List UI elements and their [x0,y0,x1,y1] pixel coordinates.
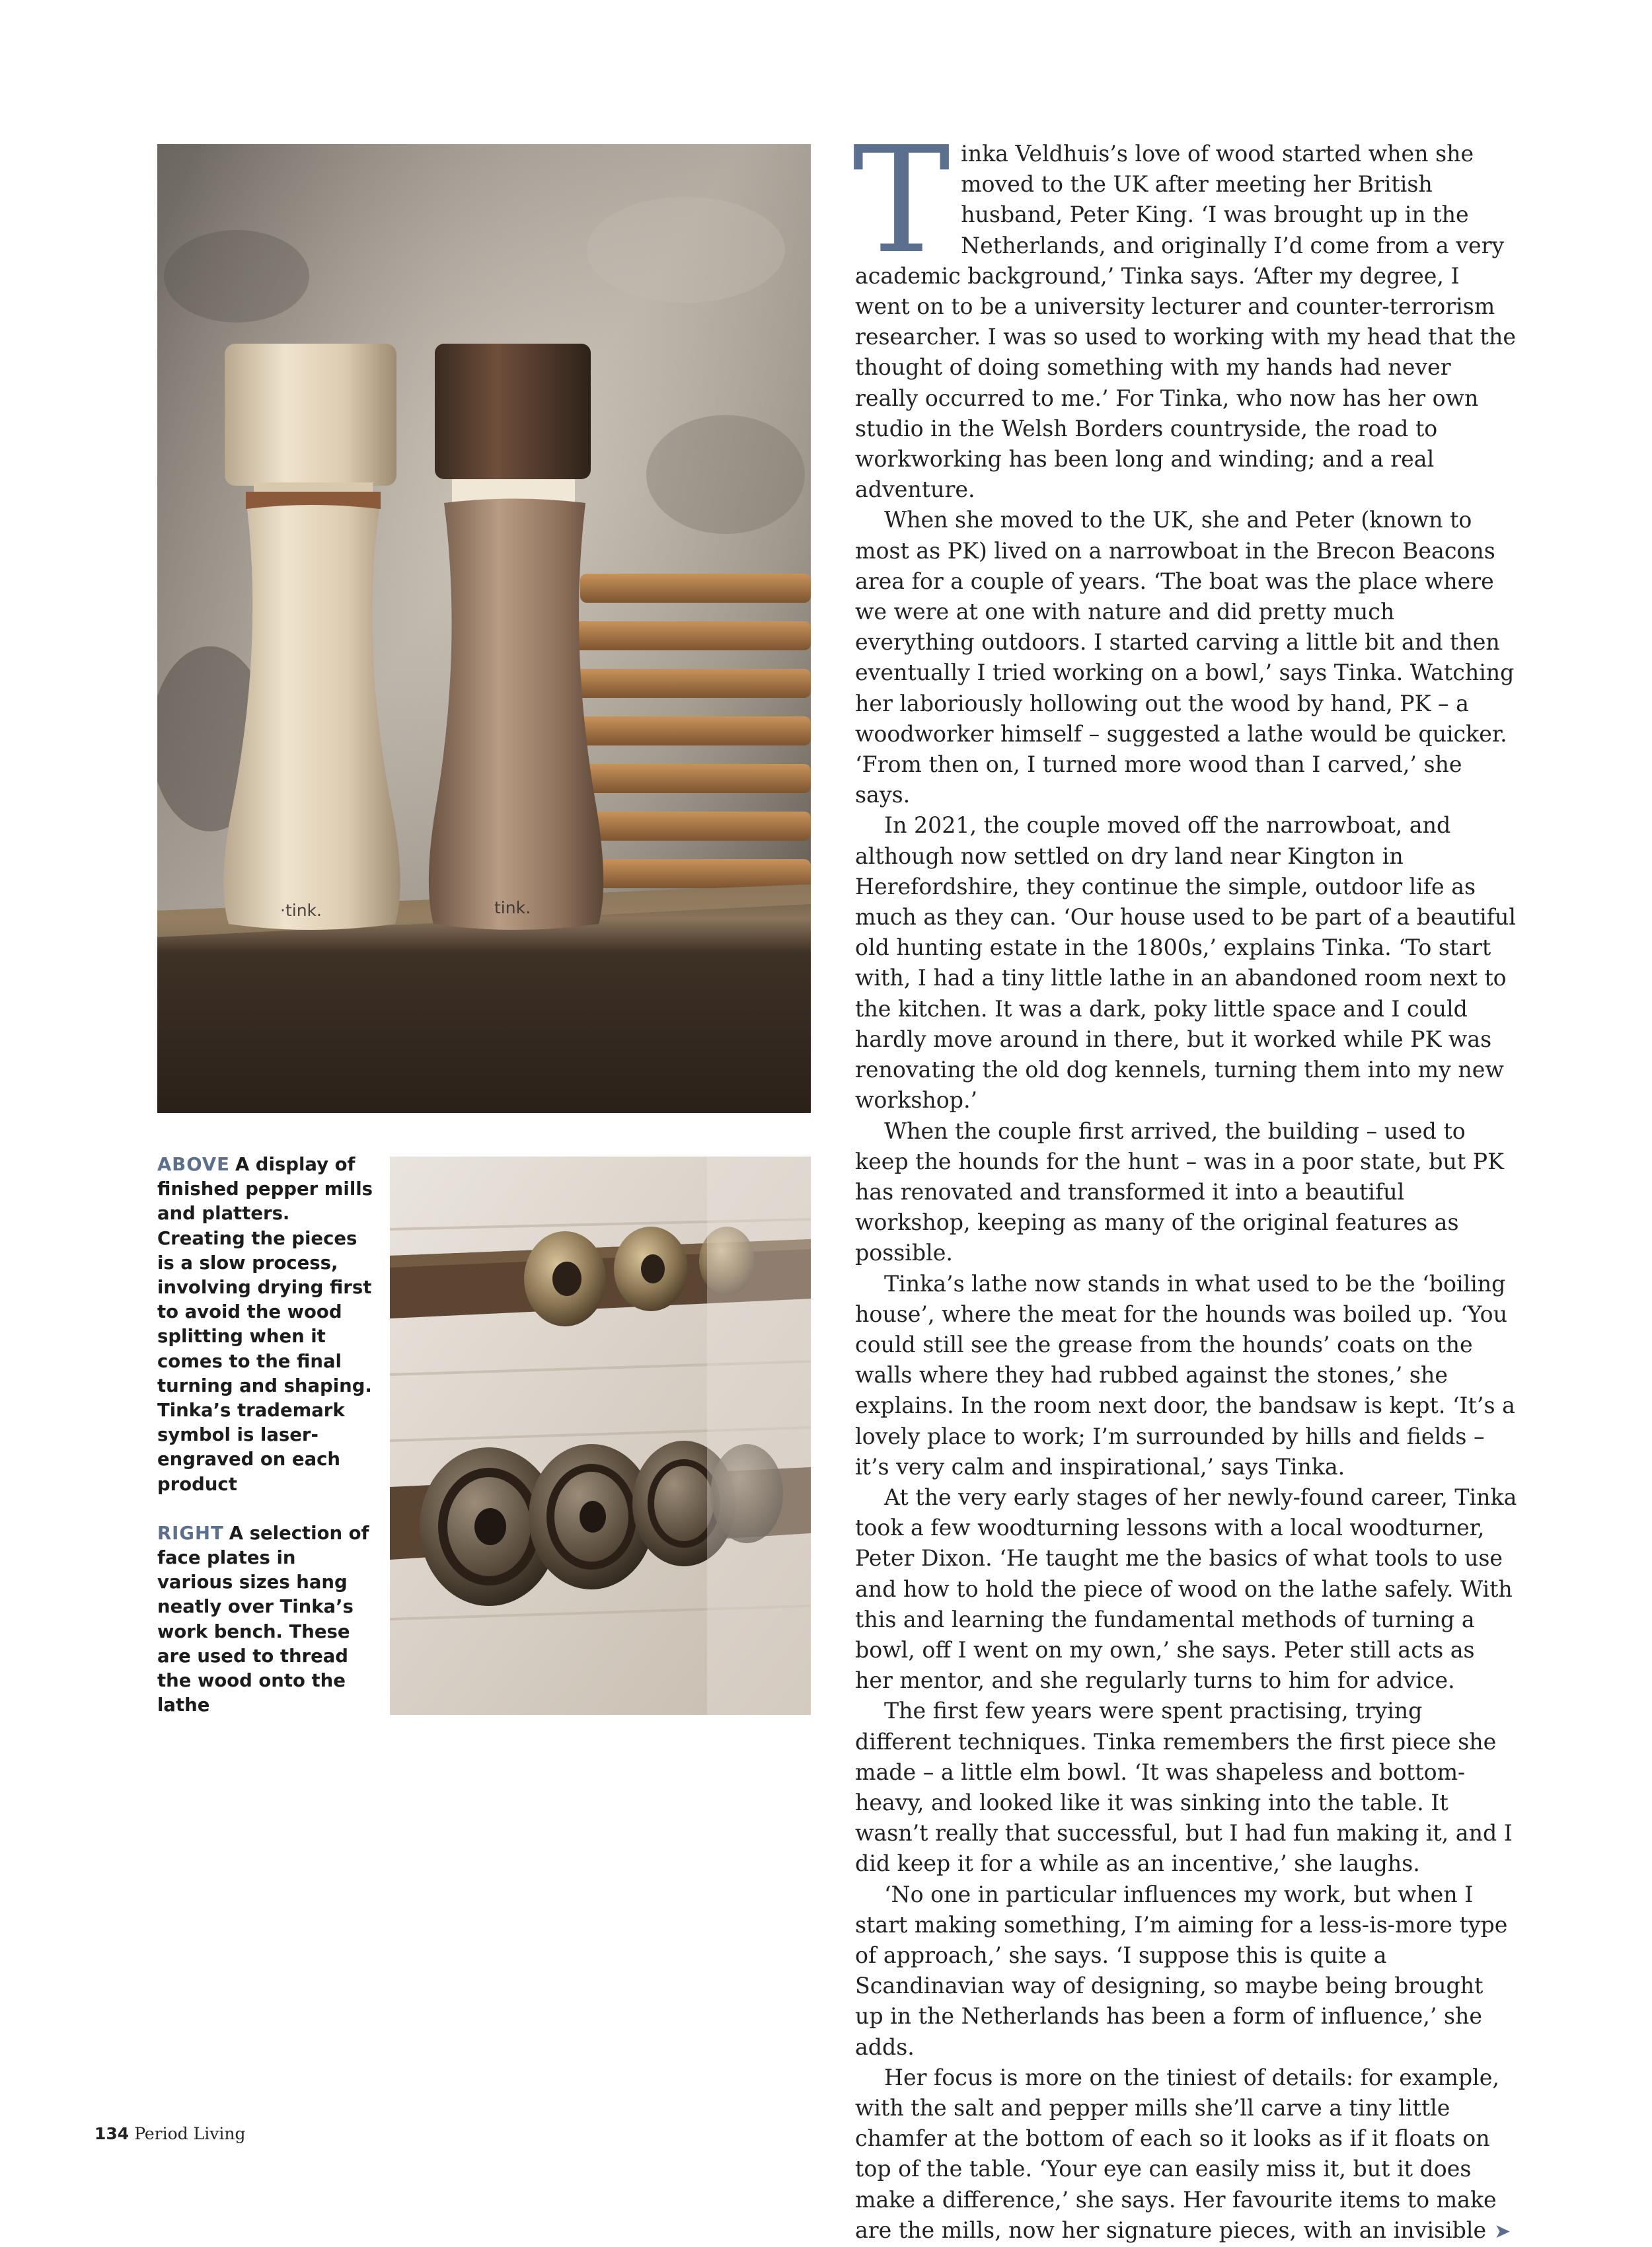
caption-right-label: RIGHT [157,1522,224,1544]
article-paragraph: The first few years were spent practising, trying different techniques. Tinka remembers the first piece she made – a little elm bowl. ‘It was shapeless and bottom-heavy, and looked like it was sinking into the table. It wasn’t really that successful, but I had fun making it, and I did keep it for a while as an incentive,’ she laughs. [855,1698,1513,1877]
article-paragraph: When she moved to the UK, she and Peter (known to most as PK) lived on a narrowboat in the Brecon Beacons area for a couple of years. ‘The boat was the place where we were at one with nature and did pretty much everything outdoors. I started carving a little bit and then eventually I tried working on a bowl,’ says Tinka. Watching her laboriously hollowing out the wood by hand, PK – a woodworker himself – suggested a lathe would be quicker. ‘From then on, I turned more wood than I carved,’ she says. [855,507,1515,808]
article-paragraph: ‘No one in particular influences my work, but when I start making something, I’m aiming for a less-is-more type of approach,’ she says. ‘I suppose this is quite a Scandinavian way of designing, so maybe being brought up in the Netherlands has been a form of influence,’ she adds. [855,1881,1508,2060]
continue-arrow-icon: ➤ [1494,2219,1511,2243]
page-footer [94,2124,245,2143]
caption-above-text: A display of finished pepper mills and platters. Creating the pieces is a slow process, involving drying first to avoid the wood splitting when it comes to the final turning and shaping. Tinka’s trademark symbol is laser-engraved on each product [157,1154,373,1495]
article-paragraph: Tinka’s lathe now stands in what used to be the ‘boiling house’, where the meat for the hounds was boiled up. ‘You could still see the grease from the hounds’ coats on the walls where they had rubbed against the stones,’ she explains. In the room next door, the bandsaw is kept. ‘It’s a lovely place to work; I’m surrounded by hills and fields – it’s very calm and inspirational,’ says Tinka. [855,1270,1515,1480]
article-body [852,116,1518,2247]
caption-above [157,1153,375,1497]
photo-pepper-mills [157,144,811,1113]
photo-captions [157,1153,375,1742]
caption-right [157,1521,375,1718]
article-paragraph: When the couple first arrived, the building – used to keep the hounds for the hunt – was in a poor state, but PK has renovated and transformed it into a beautiful workshop, keeping as many of the original features as possible. [855,1118,1504,1266]
page-number: 134 [94,2124,130,2143]
article-paragraph: Tinka Veldhuis’s love of wood started when she moved to the UK after meeting her British husband, Peter King. ‘I was brought up in the Netherlands, and originally I’d come from a very academic background,’ Tinka says. ‘After my degree, I went on to be a university lecturer and counter-terrorism researcher. I was so used to working with my head that the thought of doing something with my hands had never really occurred to me.’ For Tinka, who now has her own studio in the Welsh Borders countryside, the road to workworking has been long and winding; and a real adventure. [852,116,1516,503]
magazine-name: Period Living [134,2124,246,2143]
drop-cap: T [852,116,951,286]
brand-mark-left: ·tink. [280,901,322,920]
photo-face-plates [390,1157,811,1715]
caption-above-label: ABOVE [157,1154,230,1175]
face-plates-illustration [390,1157,811,1715]
pepper-mills-illustration [157,144,811,1113]
caption-right-text: A selection of face plates in various sizes hang neatly over Tinka’s work bench. These are used to thread the wood onto the lathe [157,1522,369,1716]
article-paragraph: In 2021, the couple moved off the narrowboat, and although now settled on dry land near Kington in Herefordshire, they continue the simple, outdoor life as much as they can. ‘Our house used to be part of a beautiful old hunting estate in the 1800s,’ explains Tinka. ‘To start with, I had a tiny little lathe in an abandoned room next to the kitchen. It was a dark, poky little space and I could hardly move around in there, but it worked while PK was renovating the old dog kennels, turning them into my new workshop.’ [855,812,1517,1114]
article-paragraph: At the very early stages of her newly-found career, Tinka took a few woodturning lessons with a local woodturner, Peter Dixon. ‘He taught me the basics of what tools to use and how to hold the piece of wood on the lathe safely. With this and learning the fundamental methods of turning a bowl, off I went on my own,’ she says. Peter still acts as her mentor, and she regularly turns to him for advice. [855,1484,1517,1694]
article-paragraph: Her focus is more on the tiniest of details: for example, with the salt and pepper mills she’ll carve a tiny little chamfer at the bottom of each so it looks as if it floats on top of the table. ‘Your eye can easily miss it, but it does make a difference,’ she says. Her favourite items to make are the mills, now her signature pieces, with an invisible ➤ [855,2064,1511,2243]
brand-mark-right: tink. [494,898,531,917]
